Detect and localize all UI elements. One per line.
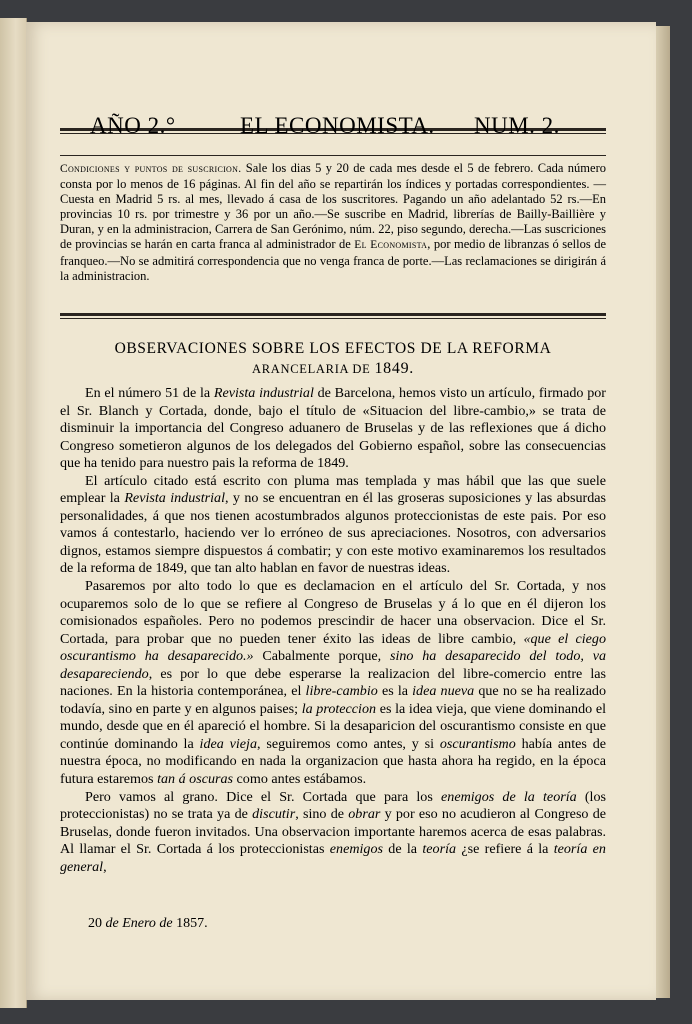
conditions-text: Sale los dias 5 y 20 de cada mes desde el 5 de febrero. Cada número consta por lo menos de 16 páginas. Al fin del año se repartirán los índices y portadas correspondientes. —Cuesta en Madrid 5 rs. al mes, llevado á casa de los suscritores. Pagando un año adelantado 52 rs.—En provincias 10 rs. por trimestre y 36 por un año.—Se suscribe en Madrid, librerías de Bailly-Baillière y Duran, y en la administracion, Carrera de San Gerónimo, núm. 22, piso segundo, derecha.—Las suscriciones de provincias se harán en carta franca al administrador de (60, 161, 606, 252)
paragraph-4: Pero vamos al grano. Dice el Sr. Cortada que para los enemigos de la teoría (los proteccionistas) no se trata ya de discutir, sino de obrar y por eso no acudieron al Congreso de Bruselas, donde fueron invitados. Una observacion importante haremos acerca de esas palabras. Al llamar el Sr. Cortada á los proteccionistas enemigos de la teoría ¿se refiere á la teoría en general, (60, 788, 607, 875)
masthead-title: EL ECONOMISTA. (240, 113, 435, 138)
paragraph-3: Pasaremos por alto todo lo que es declamacion en el artículo del Sr. Cortada, y nos ocuparemos solo de lo que se refiere al Congreso de Bruselas y á lo que en él dijeron los comisionados españoles. Pero no podemos prescindir de hacer una observacion. Dice el Sr. Cortada, para probar que no pueden tener éxito las ideas de libre cambio, «que el ciego oscurantismo ha desaparecido.» Cabalmente porque, sino ha desaparecido del todo, va desapareciendo, es por lo que debe esperarse la realizacion del libre-comercio entre las naciones. En la historia contemporánea, el libre-cambio es la idea nueva que no se ha realizado todavía, sino en parte y en algunos paises; la proteccion es la idea vieja, que viene dominando el mundo, desde que en él apareció el hombre. Si la desaparicion del oscurantismo consiste en que continúe dominando la idea vieja, seguiremos como antes, y si oscurantismo había antes de nuestra época, no modificando en nada la organizacion que hasta ahora ha regido, en la época futura estaremos tan á oscuras como antes estábamos. (60, 578, 607, 788)
article-subtitle-text: ARANCELARIA DE (252, 362, 371, 376)
article-body (60, 385, 606, 876)
issue-date-text: de Enero de (105, 916, 173, 931)
conditions-text-end: , por medio de libranzas ó sellos de franqueo.—No se admitirá correspondencia que no venga franca de porte.—Las reclamaciones se dirigirán á la administracion. (60, 237, 606, 283)
paragraph-1: En el número 51 de la Revista industrial de Barcelona, hemos visto un artículo, firmado por el Sr. Blanch y Cortada, donde, bajo el título de «Situacion del libre-cambio,» se trata de disminuir la importancia del Congreso aduanero de Bruselas y de las reflexiones que á dicho Congreso sometieron algunos de los delegados del Gobierno español, sobre las consecuencias que ha tenido para nuestro pais la reforma de 1849. (60, 385, 606, 472)
masthead-rule-bottom (60, 155, 606, 156)
issue-date (88, 916, 208, 932)
article-subtitle (60, 360, 606, 378)
conditions-label: Condiciones y puntos de suscricion. (60, 163, 242, 175)
article-title: OBSERVACIONES SOBRE LOS EFECTOS DE LA REFORMA (114, 340, 552, 357)
issue-date-year: 1857. (176, 916, 208, 931)
conditions-rule-bottom-thin (60, 318, 606, 319)
book-binding-edge (0, 18, 27, 1008)
masthead-year: AÑO 2.° (90, 113, 176, 138)
conditions-rule-bottom (60, 313, 606, 316)
conditions-periodical: El Economista (354, 239, 428, 252)
page-stack-edge (656, 26, 670, 998)
issue-date-day: 20 (88, 916, 102, 931)
masthead-number: NUM. 2. (474, 113, 560, 138)
masthead (60, 113, 606, 143)
subscription-conditions (60, 161, 606, 284)
article-subtitle-year: 1849. (374, 360, 414, 377)
paragraph-2: El artículo citado está escrito con pluma mas templada y mas hábil que las que suele emplear la Revista industrial, y no se encuentran en él las groseras suposiciones y las absurdas personalidades, á que nos tienen acostumbrados algunos proteccionistas de este pais. Por eso vamos á contestarlo, haciendo ver lo erróneo de sus apreciaciones. Nosotros, con adversarios dignos, estamos siempre dispuestos á combatir; y con este motivo examinaremos los resultados de la reforma de 1849, que tan alto hablan en favor de nuestras ideas. (60, 472, 606, 577)
